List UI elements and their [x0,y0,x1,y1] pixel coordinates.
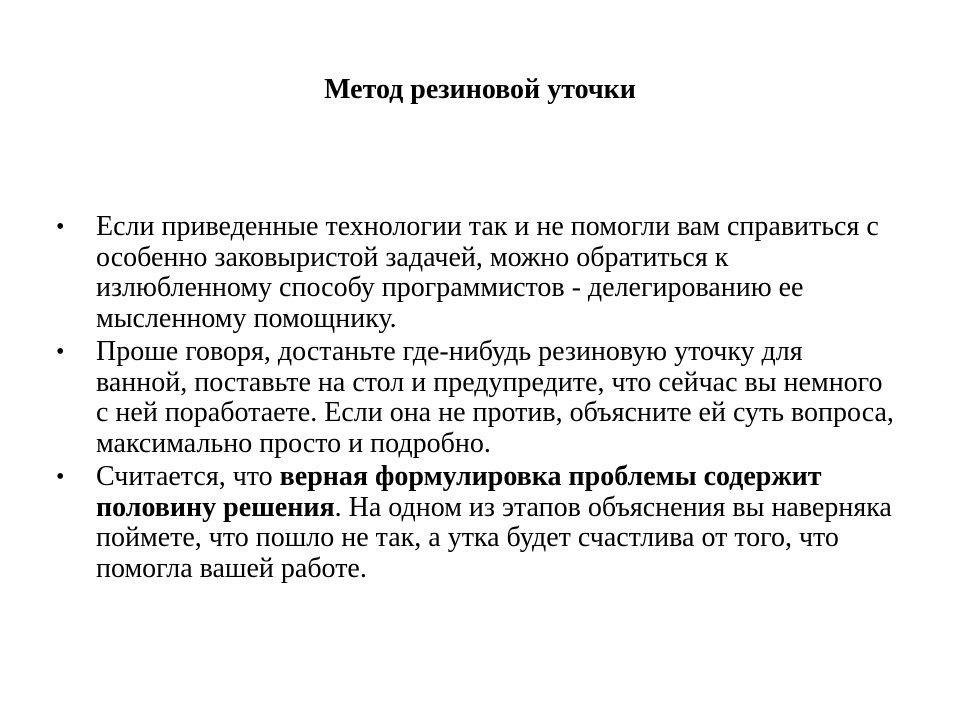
bullet-text-tail: . На одном из этапов объяснения вы наверняка поймете, что пошло не так, а утка будет счастлива от того, что помогла вашей работе. [96,491,892,584]
bullet-text: Проше говоря, достаньте где-нибудь резиновую уточку для ванной, поставьте на стол и предупредите, что сейчас вы немного с ней поработаете. Если она не против, объясните ей суть вопроса, максимально просто и подробно. [96,336,894,459]
bullet-list [56,212,896,587]
bullet-text-emphasis: верная формулировка проблемы содержит половину решения [96,461,822,523]
bullet-dot-icon: • [56,339,65,365]
bullet-dot-icon: • [56,214,65,240]
bullet-text: Если приведенные технологии так и не помогли вам справиться с особенно заковыристой задачей, можно обратиться к излюбленному способу программистов - делегированию ее мысленному помощнику. [96,211,879,334]
bullet-dot-icon: • [56,464,65,490]
slide-title: Метод резиновой уточки [324,74,636,105]
bullet-item [56,212,896,334]
bullet-item [56,337,896,459]
bullet-text-lead: Считается, что [96,461,280,492]
bullet-item [56,462,896,584]
